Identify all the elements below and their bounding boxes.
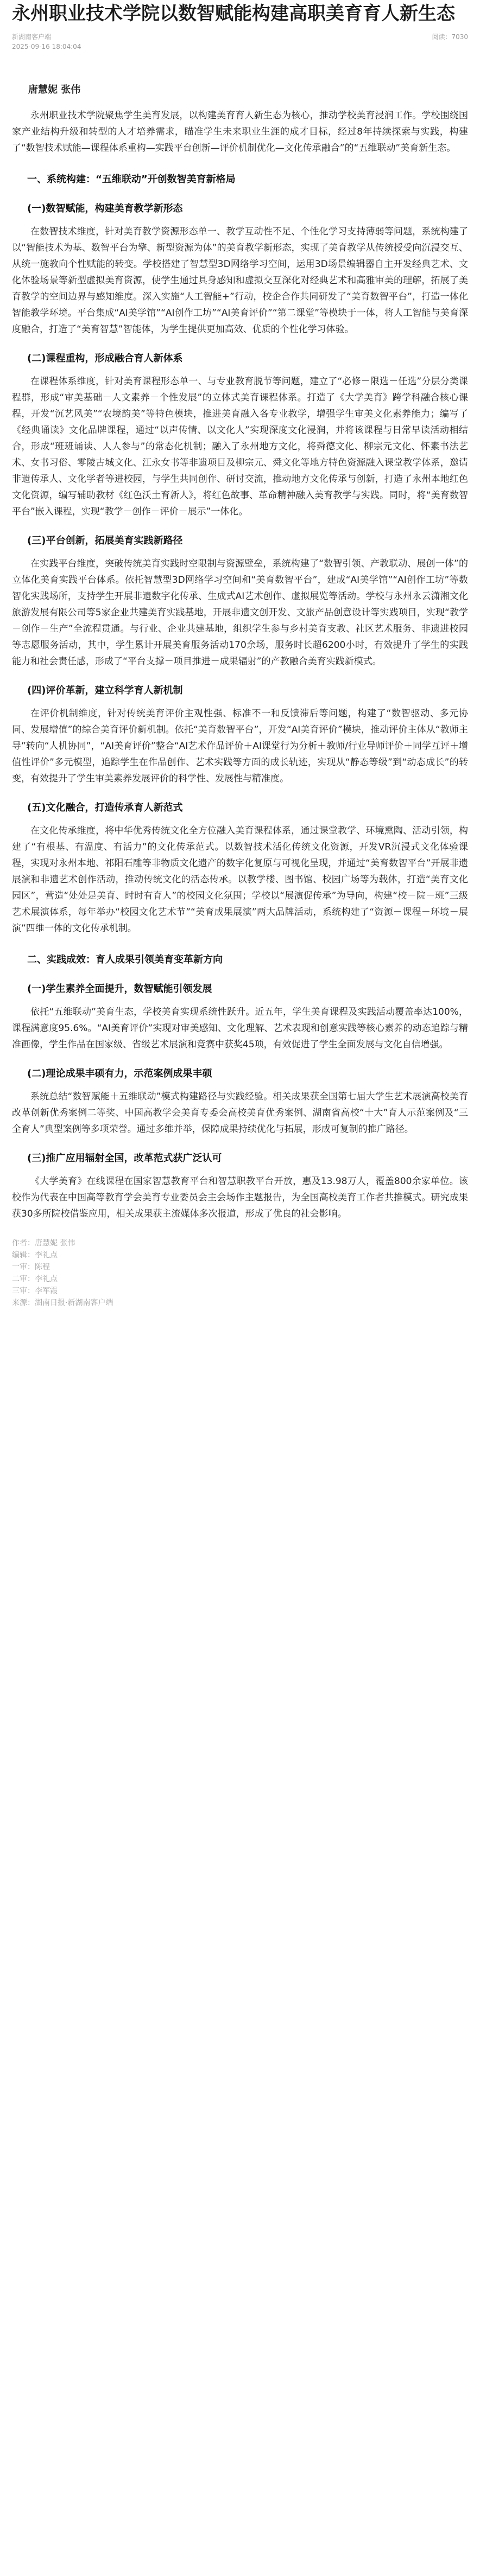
paragraph: 在文化传承维度，将中华优秀传统文化全方位融入美育课程体系，通过课堂教学、环境熏陶、活动引领，构建了“有根基、有温度、有活力”的文化传承范式。以数智技术活化传统文化资源，开发VR沉浸式文化体验课程，实现对永州本地、祁阳石雕等非物质文化遗产的数字化复原与可视化呈现，并通过“美育数智平台”开展非遗展演和非遗艺术创作活动，推动传统文化的活态传承。以教学楼、图书馆、校园广场等为载体，打造“美育文化园区”，营造“处处是美育、时时有育人”的校园文化氛围；学校以“展演促传承”为导向，构建“校－院－班”三级艺术展演体系，每年举办“校园文化艺术节”“美育成果展演”两大品牌活动，系统构建了“资源－课程－环境－展演”四维一体的文化传承机制。 — [12, 825, 468, 934]
article-title: 永州职业技术学院以数智赋能构建高职美育育人新生态 — [12, 3, 455, 24]
subsection-heading: (三)平台创新，拓展美育实践新路径 — [27, 535, 183, 546]
paragraph: 在数智技术维度，针对美育教学资源形态单一、教学互动性不足、个性化学习支持薄弱等问题，系统构建了以“智能技术为基、数智平台为擎、新型资源为体”的美育教学新形态，实现了美育教学从传统授受向沉浸交互、从统一施教向个性赋能的转变。学校搭建了智慧型3D网络学习空间，运用3D场景编辑器自主开发经典艺术、文化体验场景等新型虚拟美育资源，使学生通过具身感知和虚拟交互深化对经典艺术和高雅审美的理解，拓展了美育教学的空间边界与感知维度。深入实施“人工智能+”行动，校企合作共同研发了“美育数智平台”，打造一体化智能教学环境。平台集成“AI美学馆”“AI创作工坊”“AI美育评价”“第二课堂”等模块于一体，将人工智能与美育深度融合，打造了“美育智慧”智能体，为学生提供更加高效、优质的个性化学习体验。 — [12, 226, 468, 335]
article-meta — [12, 33, 468, 41]
article-source[interactable]: 新湖南客户端 — [12, 33, 52, 41]
article-authors: 唐慧妮 张伟 — [28, 84, 81, 96]
subsection-heading: (五)文化融合，打造传承育人新范式 — [27, 802, 183, 813]
paragraph: 在实践平台维度，突破传统美育实践时空限制与资源壁垒，系统构建了“数智引领、产教联动、展创一体”的立体化美育实践平台体系。依托智慧型3D网络学习空间和“美育数智平台”，建成“AI美学馆”“AI创作工坊”等数智化实践场所，支持学生开展非遗数字化传承、生成式AI艺术创作、虚拟展览等活动。学校与永州永云潇湘文化旅游发展有限公司等5家企业共建美育实践基地，开展非遗文创开发、文旅产品创意设计等实践项目，实现“教学－创作－生产”全流程贯通。与行业、企业共建基地，组织学生参与乡村美育支教、社区艺术服务、非遗进校园等志愿服务活动，其中，学生累计开展美育服务活动170余场，服务时长超6200小时，有效提升了学生的实践能力和社会责任感，形成了“平台支撑－项目推进－成果辐射”的产教融合美育实践新模式。 — [12, 558, 468, 667]
paragraph: 在课程体系维度，针对美育课程形态单一、与专业教育脱节等问题，建立了“必修－限选－任选”分层分类课程群，形成“审美基础－人文素养－个性发展”的立体式美育课程体系。打造了《大学美育》跨学科融合核心课程，开发“沉艺风美”“农境韵美”等特色模块，推进美育融入各专业教学，增强学生审美文化素养能力；编写了《经典诵读》文化品牌课程，通过“以声传情、以文化人”实现深度文化浸润，并将该课程与日常早读活动相结合，形成“班班诵读、人人参与”的常态化机制；融入了永州地方文化，将舜德文化、柳宗元文化、怀素书法艺术、女书习俗、零陵古城文化、江永女书等非遗项目及柳宗元、舜文化等地方特色资源融入课堂教学体系，邀请非遗传承人、文化学者等进校园，与学生共同创作、研讨交流，推动地方文化传承与创新，打造了永州本地红色文化资源，编写辅助教材《红色沃土育新人》，将红色故事、革命精神融入美育教学与实践。同时，将“美育数智平台”嵌入课程，实现“教学－创作－评价－展示”一体化。 — [12, 376, 468, 517]
footer-review-1: 一审：陈程 — [12, 1263, 50, 1271]
footer-editor: 编辑：李礼点 — [12, 1251, 58, 1260]
footer-review-3: 三审：李军霞 — [12, 1287, 58, 1295]
paragraph: 《大学美育》在线课程在国家智慧教育平台和智慧职教平台开放，惠及13.98万人，覆盖800余家单位。该校作为代表在中国高等教育学会美育专业委员会主会场作主题报告，为全国高校美育工作者共推模式。研究成果获30多所院校借鉴应用，相关成果获主流媒体多次报道，形成了优良的社会影响。 — [12, 1176, 468, 1219]
subsection-heading: (一)学生素养全面提升，数智赋能引领发展 — [27, 983, 212, 995]
article-views: 阅读：7030 — [432, 33, 468, 41]
footer-review-2: 二审：李礼点 — [12, 1275, 58, 1283]
section-heading: 二、实践成效：育人成果引领美育变革新方向 — [27, 954, 223, 965]
paragraph: 依托“五维联动”美育生态，学校美育实现系统性跃升。近五年，学生美育课程及实践活动覆盖率达100%，课程满意度95.6%。“AI美育评价”实现对审美感知、文化理解、艺术表现和创意实践等核心素养的动态追踪与精准画像，学生作品在国家级、省级艺术展演和竞赛中获奖45项，有效促进了学生全面发展与文化自信增强。 — [12, 1007, 468, 1050]
subsection-heading: (一)数智赋能，构建美育教学新形态 — [27, 203, 183, 214]
footer-author: 作者：唐慧妮 张伟 — [12, 1239, 75, 1248]
footer-source: 来源：湖南日报·新湖南客户端 — [12, 1299, 113, 1307]
subsection-heading: (四)评价革新，建立科学育人新机制 — [27, 685, 183, 696]
intro-paragraph: 永州职业技术学院聚焦学生美育发展，以构建美育育人新生态为核心，推动学校美育浸润工作。学校围绕国家产业结构升级和转型的人才培养需求，瞄准学生未来职业生涯的成才目标，经过8年持续探索与实践，构建了“数智技术赋能—课程体系重构—实践平台创新—评价机制优化—文化传承融合”的“五维联动”美育新生态。 — [12, 110, 468, 154]
article-date: 2025-09-16 18:04:04 — [12, 43, 81, 50]
article-body — [12, 107, 468, 1222]
subsection-heading: (二)课程重构，形成融合育人新体系 — [27, 353, 183, 364]
paragraph: 系统总结“数智赋能＋五维联动”模式构建路径与实践经验。相关成果获全国第七届大学生艺术展演高校美育改革创新优秀案例二等奖、中国高教学会美育专委会高校美育优秀案例、湖南省高校“十大”育人示范案例及“三全育人”典型案例等多项荣誉。通过多维并举，保障成果持续优化与拓展，形成可复制的推广路径。 — [12, 1091, 468, 1135]
article-footer — [12, 1237, 468, 1309]
subsection-heading: (二)理论成果丰硕有力，示范案例成果丰硕 — [27, 1068, 212, 1079]
section-heading: 一、系统构建：“五维联动”开创数智美育新格局 — [27, 174, 236, 185]
subsection-heading: (三)推广应用辐射全国，改革范式获广泛认可 — [27, 1153, 222, 1164]
paragraph: 在评价机制维度，针对传统美育评价主观性强、标准不一和反馈滞后等问题，构建了“数智驱动、多元协同、发展增值”的综合美育评价新机制。依托“美育数智平台”，开发“AI美育评价”模块，推动评价主体从“教师主导”转向“人机协同”，“AI美育评价”整合“AI艺术作品评价＋AI课堂行为分析＋教师/行业导师评价＋同学互评＋增值性评价”多元模型，追踪学生在作品创作、艺术实践等方面的成长轨迹，实现从“静态等级”到“动态成长”的转变，有效提升了学生审美素养发展评价的科学性、发展性与精准度。 — [12, 708, 468, 784]
